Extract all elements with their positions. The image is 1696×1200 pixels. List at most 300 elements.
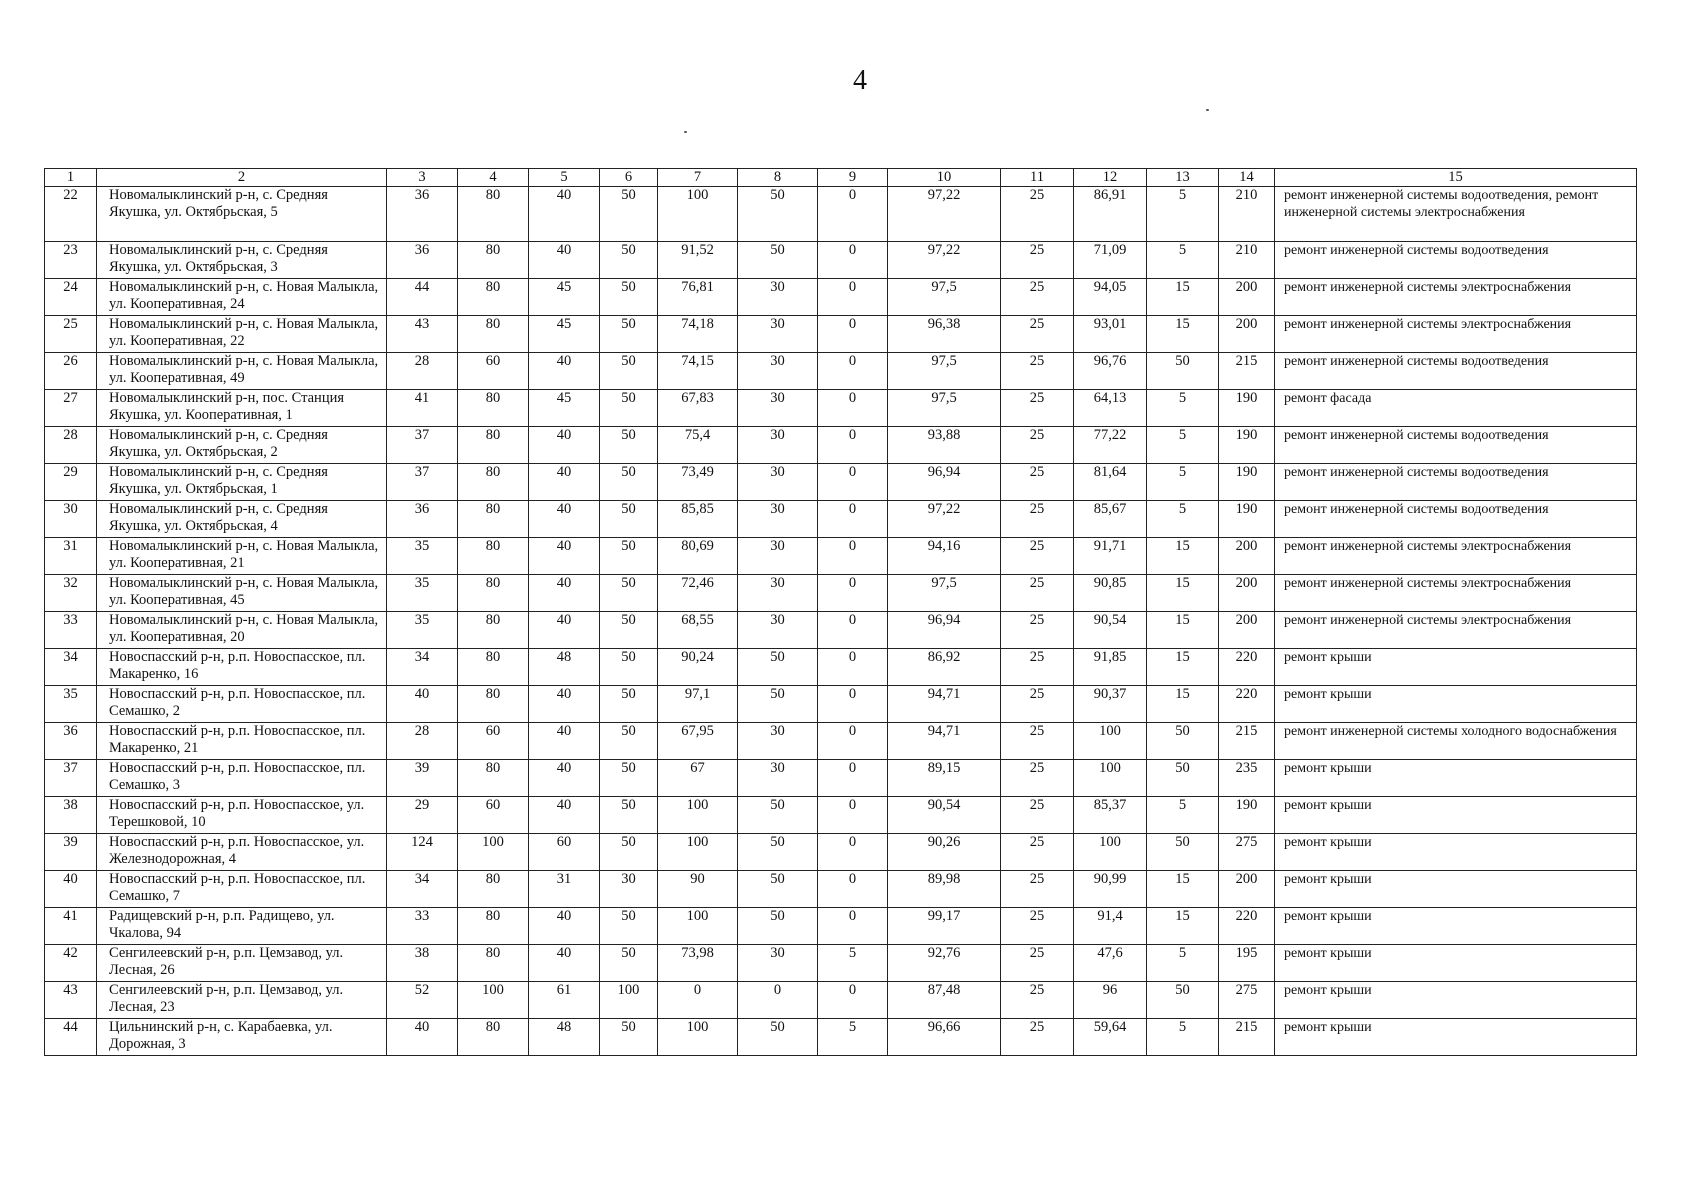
row-number: 28 <box>45 427 97 464</box>
address-cell: Новомалыклинский р-н, с. Новая Малыкла, ул. Кооперативная, 22 <box>97 316 387 353</box>
col7-cell: 67,95 <box>658 723 738 760</box>
column-number: 7 <box>658 169 738 187</box>
col14-cell: 275 <box>1219 982 1275 1019</box>
address-cell: Новомалыклинский р-н, с. Средняя Якушка, ул. Октябрьская, 1 <box>97 464 387 501</box>
col4-cell: 80 <box>458 1019 529 1056</box>
col3-cell: 35 <box>387 612 458 649</box>
column-number: 6 <box>600 169 658 187</box>
col10-cell: 86,92 <box>888 649 1001 686</box>
col10-cell: 94,71 <box>888 686 1001 723</box>
col11-cell: 25 <box>1001 871 1074 908</box>
col5-cell: 40 <box>529 575 600 612</box>
col12-cell: 93,01 <box>1074 316 1147 353</box>
address-cell: Новомалыклинский р-н, с. Новая Малыкла, ул. Кооперативная, 24 <box>97 279 387 316</box>
col4-cell: 60 <box>458 723 529 760</box>
col3-cell: 29 <box>387 797 458 834</box>
col6-cell: 50 <box>600 538 658 575</box>
col6-cell: 50 <box>600 501 658 538</box>
col9-cell: 0 <box>818 427 888 464</box>
col12-cell: 91,85 <box>1074 649 1147 686</box>
col6-cell: 100 <box>600 982 658 1019</box>
col8-cell: 30 <box>738 316 818 353</box>
col5-cell: 40 <box>529 353 600 390</box>
col5-cell: 40 <box>529 464 600 501</box>
col7-cell: 67 <box>658 760 738 797</box>
row-number: 34 <box>45 649 97 686</box>
col5-cell: 45 <box>529 279 600 316</box>
col11-cell: 25 <box>1001 501 1074 538</box>
col11-cell: 25 <box>1001 945 1074 982</box>
col5-cell: 45 <box>529 316 600 353</box>
col7-cell: 73,49 <box>658 464 738 501</box>
col12-cell: 90,37 <box>1074 686 1147 723</box>
address-cell: Новоспасский р-н, р.п. Новоспасское, ул. Железнодорожная, 4 <box>97 834 387 871</box>
address-cell: Сенгилеевский р-н, р.п. Цемзавод, ул. Лесная, 26 <box>97 945 387 982</box>
col8-cell: 30 <box>738 464 818 501</box>
row-number: 32 <box>45 575 97 612</box>
col7-cell: 100 <box>658 834 738 871</box>
row-number: 30 <box>45 501 97 538</box>
col14-cell: 190 <box>1219 501 1275 538</box>
col11-cell: 25 <box>1001 1019 1074 1056</box>
col13-cell: 50 <box>1147 834 1219 871</box>
col3-cell: 44 <box>387 279 458 316</box>
col6-cell: 50 <box>600 612 658 649</box>
column-number-row <box>45 169 1637 187</box>
col8-cell: 50 <box>738 649 818 686</box>
table-row <box>45 464 1637 501</box>
col10-cell: 89,15 <box>888 760 1001 797</box>
table-row <box>45 760 1637 797</box>
col5-cell: 31 <box>529 871 600 908</box>
col13-cell: 15 <box>1147 686 1219 723</box>
col14-cell: 215 <box>1219 723 1275 760</box>
col14-cell: 200 <box>1219 279 1275 316</box>
col4-cell: 80 <box>458 242 529 279</box>
col7-cell: 80,69 <box>658 538 738 575</box>
work-type-cell: ремонт крыши <box>1275 649 1637 686</box>
col3-cell: 28 <box>387 723 458 760</box>
col12-cell: 86,91 <box>1074 187 1147 242</box>
col11-cell: 25 <box>1001 982 1074 1019</box>
col12-cell: 47,6 <box>1074 945 1147 982</box>
work-type-cell: ремонт инженерной системы электроснабжения <box>1275 316 1637 353</box>
col13-cell: 50 <box>1147 760 1219 797</box>
col6-cell: 50 <box>600 575 658 612</box>
column-number: 15 <box>1275 169 1637 187</box>
work-type-cell: ремонт крыши <box>1275 908 1637 945</box>
col3-cell: 28 <box>387 353 458 390</box>
table-row <box>45 390 1637 427</box>
col3-cell: 40 <box>387 1019 458 1056</box>
col13-cell: 15 <box>1147 316 1219 353</box>
col7-cell: 100 <box>658 1019 738 1056</box>
col8-cell: 30 <box>738 501 818 538</box>
col13-cell: 15 <box>1147 538 1219 575</box>
col9-cell: 0 <box>818 649 888 686</box>
work-type-cell: ремонт крыши <box>1275 945 1637 982</box>
col8-cell: 30 <box>738 390 818 427</box>
column-number: 4 <box>458 169 529 187</box>
col6-cell: 50 <box>600 187 658 242</box>
col8-cell: 50 <box>738 187 818 242</box>
col5-cell: 40 <box>529 427 600 464</box>
col6-cell: 50 <box>600 945 658 982</box>
col14-cell: 195 <box>1219 945 1275 982</box>
table-row <box>45 538 1637 575</box>
col11-cell: 25 <box>1001 187 1074 242</box>
col12-cell: 90,85 <box>1074 575 1147 612</box>
col10-cell: 89,98 <box>888 871 1001 908</box>
col13-cell: 15 <box>1147 575 1219 612</box>
col4-cell: 80 <box>458 501 529 538</box>
work-type-cell: ремонт крыши <box>1275 797 1637 834</box>
work-type-cell: ремонт крыши <box>1275 760 1637 797</box>
work-type-cell: ремонт крыши <box>1275 871 1637 908</box>
col3-cell: 34 <box>387 649 458 686</box>
work-type-cell: ремонт инженерной системы водоотведения <box>1275 353 1637 390</box>
col4-cell: 80 <box>458 390 529 427</box>
col8-cell: 50 <box>738 908 818 945</box>
table-row <box>45 723 1637 760</box>
col12-cell: 100 <box>1074 834 1147 871</box>
col8-cell: 30 <box>738 575 818 612</box>
col11-cell: 25 <box>1001 390 1074 427</box>
col14-cell: 275 <box>1219 834 1275 871</box>
table-row <box>45 871 1637 908</box>
col6-cell: 50 <box>600 834 658 871</box>
work-type-cell: ремонт инженерной системы электроснабжения <box>1275 612 1637 649</box>
col8-cell: 30 <box>738 760 818 797</box>
col13-cell: 15 <box>1147 279 1219 316</box>
column-number: 12 <box>1074 169 1147 187</box>
col3-cell: 35 <box>387 538 458 575</box>
column-number: 8 <box>738 169 818 187</box>
col7-cell: 100 <box>658 797 738 834</box>
col11-cell: 25 <box>1001 575 1074 612</box>
col9-cell: 0 <box>818 242 888 279</box>
col7-cell: 73,98 <box>658 945 738 982</box>
col13-cell: 5 <box>1147 464 1219 501</box>
table-row <box>45 427 1637 464</box>
work-type-cell: ремонт инженерной системы холодного водоснабжения <box>1275 723 1637 760</box>
col12-cell: 96,76 <box>1074 353 1147 390</box>
col14-cell: 190 <box>1219 464 1275 501</box>
registry-table <box>44 168 1637 1056</box>
work-type-cell: ремонт инженерной системы электроснабжения <box>1275 575 1637 612</box>
col12-cell: 85,37 <box>1074 797 1147 834</box>
col6-cell: 50 <box>600 723 658 760</box>
col3-cell: 35 <box>387 575 458 612</box>
col6-cell: 50 <box>600 390 658 427</box>
address-cell: Новомалыклинский р-н, с. Средняя Якушка, ул. Октябрьская, 2 <box>97 427 387 464</box>
col12-cell: 94,05 <box>1074 279 1147 316</box>
work-type-cell: ремонт фасада <box>1275 390 1637 427</box>
col4-cell: 80 <box>458 945 529 982</box>
col3-cell: 41 <box>387 390 458 427</box>
col10-cell: 97,22 <box>888 242 1001 279</box>
col4-cell: 80 <box>458 760 529 797</box>
col8-cell: 30 <box>738 427 818 464</box>
address-cell: Новомалыклинский р-н, с. Новая Малыкла, ул. Кооперативная, 21 <box>97 538 387 575</box>
col6-cell: 50 <box>600 908 658 945</box>
col6-cell: 50 <box>600 316 658 353</box>
col9-cell: 0 <box>818 686 888 723</box>
col14-cell: 200 <box>1219 612 1275 649</box>
col10-cell: 96,94 <box>888 612 1001 649</box>
col10-cell: 90,26 <box>888 834 1001 871</box>
col13-cell: 5 <box>1147 945 1219 982</box>
col8-cell: 30 <box>738 723 818 760</box>
row-number: 22 <box>45 187 97 242</box>
col9-cell: 5 <box>818 1019 888 1056</box>
col12-cell: 71,09 <box>1074 242 1147 279</box>
table-row <box>45 982 1637 1019</box>
table-row <box>45 316 1637 353</box>
col4-cell: 80 <box>458 575 529 612</box>
address-cell: Новомалыклинский р-н, с. Средняя Якушка, ул. Октябрьская, 3 <box>97 242 387 279</box>
col13-cell: 50 <box>1147 723 1219 760</box>
col5-cell: 48 <box>529 649 600 686</box>
col10-cell: 97,5 <box>888 279 1001 316</box>
address-cell: Новоспасский р-н, р.п. Новоспасское, пл. Макаренко, 21 <box>97 723 387 760</box>
col12-cell: 90,54 <box>1074 612 1147 649</box>
col5-cell: 40 <box>529 945 600 982</box>
table-row <box>45 575 1637 612</box>
col13-cell: 5 <box>1147 1019 1219 1056</box>
address-cell: Новомалыклинский р-н, с. Средняя Якушка, ул. Октябрьская, 4 <box>97 501 387 538</box>
address-cell: Новоспасский р-н, р.п. Новоспасское, пл. Макаренко, 16 <box>97 649 387 686</box>
table-row <box>45 649 1637 686</box>
col9-cell: 0 <box>818 760 888 797</box>
col6-cell: 50 <box>600 686 658 723</box>
address-cell: Радищевский р-н, р.п. Радищево, ул. Чкалова, 94 <box>97 908 387 945</box>
col11-cell: 25 <box>1001 427 1074 464</box>
row-number: 25 <box>45 316 97 353</box>
col9-cell: 0 <box>818 316 888 353</box>
table-row <box>45 945 1637 982</box>
col10-cell: 96,66 <box>888 1019 1001 1056</box>
table-row <box>45 187 1637 242</box>
address-cell: Цильнинский р-н, с. Карабаевка, ул. Дорожная, 3 <box>97 1019 387 1056</box>
col4-cell: 80 <box>458 279 529 316</box>
col8-cell: 30 <box>738 612 818 649</box>
scan-speck <box>684 131 687 133</box>
col7-cell: 97,1 <box>658 686 738 723</box>
col13-cell: 50 <box>1147 982 1219 1019</box>
col5-cell: 40 <box>529 797 600 834</box>
work-type-cell: ремонт инженерной системы водоотведения <box>1275 501 1637 538</box>
col4-cell: 80 <box>458 187 529 242</box>
column-number: 11 <box>1001 169 1074 187</box>
col10-cell: 97,5 <box>888 390 1001 427</box>
col12-cell: 100 <box>1074 723 1147 760</box>
col5-cell: 40 <box>529 760 600 797</box>
col14-cell: 200 <box>1219 316 1275 353</box>
col5-cell: 60 <box>529 834 600 871</box>
col3-cell: 52 <box>387 982 458 1019</box>
col14-cell: 200 <box>1219 575 1275 612</box>
col8-cell: 50 <box>738 1019 818 1056</box>
row-number: 35 <box>45 686 97 723</box>
col4-cell: 80 <box>458 649 529 686</box>
col13-cell: 15 <box>1147 908 1219 945</box>
col9-cell: 0 <box>818 982 888 1019</box>
col9-cell: 0 <box>818 390 888 427</box>
work-type-cell: ремонт инженерной системы водоотведения <box>1275 427 1637 464</box>
col5-cell: 40 <box>529 686 600 723</box>
col14-cell: 220 <box>1219 649 1275 686</box>
col10-cell: 97,22 <box>888 187 1001 242</box>
col3-cell: 43 <box>387 316 458 353</box>
page-number: 4 <box>853 65 867 96</box>
col4-cell: 80 <box>458 538 529 575</box>
table-row <box>45 279 1637 316</box>
col9-cell: 0 <box>818 279 888 316</box>
col5-cell: 40 <box>529 538 600 575</box>
col6-cell: 50 <box>600 464 658 501</box>
col7-cell: 74,18 <box>658 316 738 353</box>
col7-cell: 67,83 <box>658 390 738 427</box>
col9-cell: 0 <box>818 575 888 612</box>
column-number: 14 <box>1219 169 1275 187</box>
col11-cell: 25 <box>1001 649 1074 686</box>
col4-cell: 100 <box>458 834 529 871</box>
col11-cell: 25 <box>1001 686 1074 723</box>
col9-cell: 0 <box>818 501 888 538</box>
col7-cell: 72,46 <box>658 575 738 612</box>
col9-cell: 0 <box>818 871 888 908</box>
work-type-cell: ремонт инженерной системы водоотведения <box>1275 464 1637 501</box>
table-row <box>45 353 1637 390</box>
col4-cell: 80 <box>458 427 529 464</box>
col11-cell: 25 <box>1001 316 1074 353</box>
table-row <box>45 908 1637 945</box>
col10-cell: 90,54 <box>888 797 1001 834</box>
col14-cell: 220 <box>1219 908 1275 945</box>
col3-cell: 38 <box>387 945 458 982</box>
col10-cell: 92,76 <box>888 945 1001 982</box>
row-number: 39 <box>45 834 97 871</box>
row-number: 42 <box>45 945 97 982</box>
col14-cell: 220 <box>1219 686 1275 723</box>
row-number: 31 <box>45 538 97 575</box>
col6-cell: 50 <box>600 427 658 464</box>
col11-cell: 25 <box>1001 797 1074 834</box>
col14-cell: 200 <box>1219 538 1275 575</box>
col14-cell: 190 <box>1219 797 1275 834</box>
col6-cell: 50 <box>600 649 658 686</box>
row-number: 24 <box>45 279 97 316</box>
column-number: 2 <box>97 169 387 187</box>
col7-cell: 90,24 <box>658 649 738 686</box>
col4-cell: 60 <box>458 353 529 390</box>
col7-cell: 100 <box>658 187 738 242</box>
row-number: 41 <box>45 908 97 945</box>
col14-cell: 210 <box>1219 242 1275 279</box>
col6-cell: 50 <box>600 760 658 797</box>
col7-cell: 74,15 <box>658 353 738 390</box>
col13-cell: 15 <box>1147 612 1219 649</box>
col11-cell: 25 <box>1001 908 1074 945</box>
col7-cell: 75,4 <box>658 427 738 464</box>
col13-cell: 15 <box>1147 649 1219 686</box>
col12-cell: 91,71 <box>1074 538 1147 575</box>
col4-cell: 80 <box>458 612 529 649</box>
col11-cell: 25 <box>1001 723 1074 760</box>
col3-cell: 34 <box>387 871 458 908</box>
col3-cell: 36 <box>387 501 458 538</box>
col10-cell: 96,38 <box>888 316 1001 353</box>
col7-cell: 90 <box>658 871 738 908</box>
table-row <box>45 1019 1637 1056</box>
col11-cell: 25 <box>1001 612 1074 649</box>
row-number: 23 <box>45 242 97 279</box>
column-number: 3 <box>387 169 458 187</box>
col4-cell: 80 <box>458 464 529 501</box>
col13-cell: 15 <box>1147 871 1219 908</box>
col7-cell: 68,55 <box>658 612 738 649</box>
col14-cell: 190 <box>1219 427 1275 464</box>
row-number: 27 <box>45 390 97 427</box>
col14-cell: 235 <box>1219 760 1275 797</box>
col5-cell: 40 <box>529 187 600 242</box>
col9-cell: 5 <box>818 945 888 982</box>
col12-cell: 81,64 <box>1074 464 1147 501</box>
col10-cell: 97,22 <box>888 501 1001 538</box>
column-number: 10 <box>888 169 1001 187</box>
col4-cell: 80 <box>458 686 529 723</box>
col3-cell: 36 <box>387 187 458 242</box>
col10-cell: 94,71 <box>888 723 1001 760</box>
col9-cell: 0 <box>818 908 888 945</box>
table-row <box>45 242 1637 279</box>
col4-cell: 100 <box>458 982 529 1019</box>
col8-cell: 30 <box>738 538 818 575</box>
col8-cell: 50 <box>738 797 818 834</box>
col3-cell: 37 <box>387 427 458 464</box>
address-cell: Новомалыклинский р-н, пос. Станция Якушка, ул. Кооперативная, 1 <box>97 390 387 427</box>
column-number: 5 <box>529 169 600 187</box>
col9-cell: 0 <box>818 612 888 649</box>
work-type-cell: ремонт крыши <box>1275 1019 1637 1056</box>
col12-cell: 64,13 <box>1074 390 1147 427</box>
col3-cell: 33 <box>387 908 458 945</box>
col3-cell: 37 <box>387 464 458 501</box>
col10-cell: 97,5 <box>888 353 1001 390</box>
col10-cell: 97,5 <box>888 575 1001 612</box>
col11-cell: 25 <box>1001 760 1074 797</box>
col13-cell: 5 <box>1147 390 1219 427</box>
col5-cell: 61 <box>529 982 600 1019</box>
work-type-cell: ремонт крыши <box>1275 982 1637 1019</box>
address-cell: Сенгилеевский р-н, р.п. Цемзавод, ул. Лесная, 23 <box>97 982 387 1019</box>
col8-cell: 30 <box>738 353 818 390</box>
col9-cell: 0 <box>818 187 888 242</box>
col6-cell: 50 <box>600 242 658 279</box>
col13-cell: 5 <box>1147 501 1219 538</box>
col3-cell: 39 <box>387 760 458 797</box>
col9-cell: 0 <box>818 834 888 871</box>
col8-cell: 50 <box>738 686 818 723</box>
col8-cell: 50 <box>738 871 818 908</box>
col5-cell: 40 <box>529 723 600 760</box>
col7-cell: 91,52 <box>658 242 738 279</box>
col7-cell: 76,81 <box>658 279 738 316</box>
table-row <box>45 834 1637 871</box>
column-number: 1 <box>45 169 97 187</box>
col12-cell: 90,99 <box>1074 871 1147 908</box>
